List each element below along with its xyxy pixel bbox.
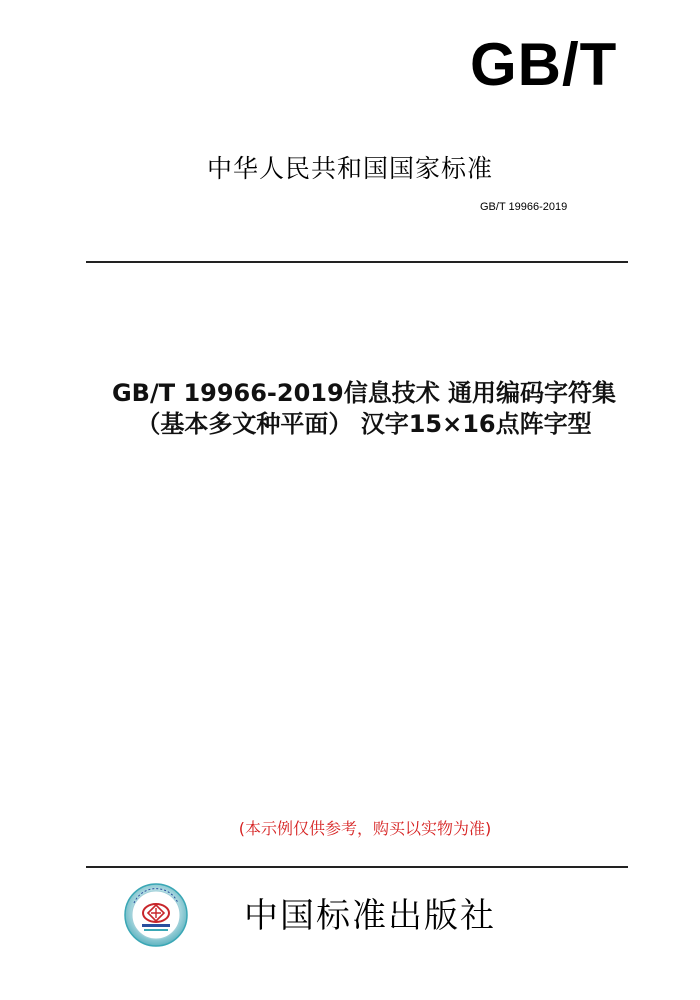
national-standard-heading: 中华人民共和国国家标准 [206,154,493,183]
document-title [60,378,668,440]
document-title-line-1: GB/T 19966-2019信息技术 通用编码字符集 [111,379,617,407]
standard-number: GB/T 19966-2019 [480,201,568,213]
gbt-logo: GB/T [470,31,618,98]
publisher-name: 中国标准出版社 [244,896,496,936]
top-divider [86,261,628,263]
bottom-divider [86,866,628,868]
sample-notice: (本示例仅供参考，购买以实物为准) [238,819,492,838]
document-title-line-2: （基本多文种平面） 汉字15×16点阵字型 [136,410,592,438]
publisher-seal-icon [124,883,188,947]
